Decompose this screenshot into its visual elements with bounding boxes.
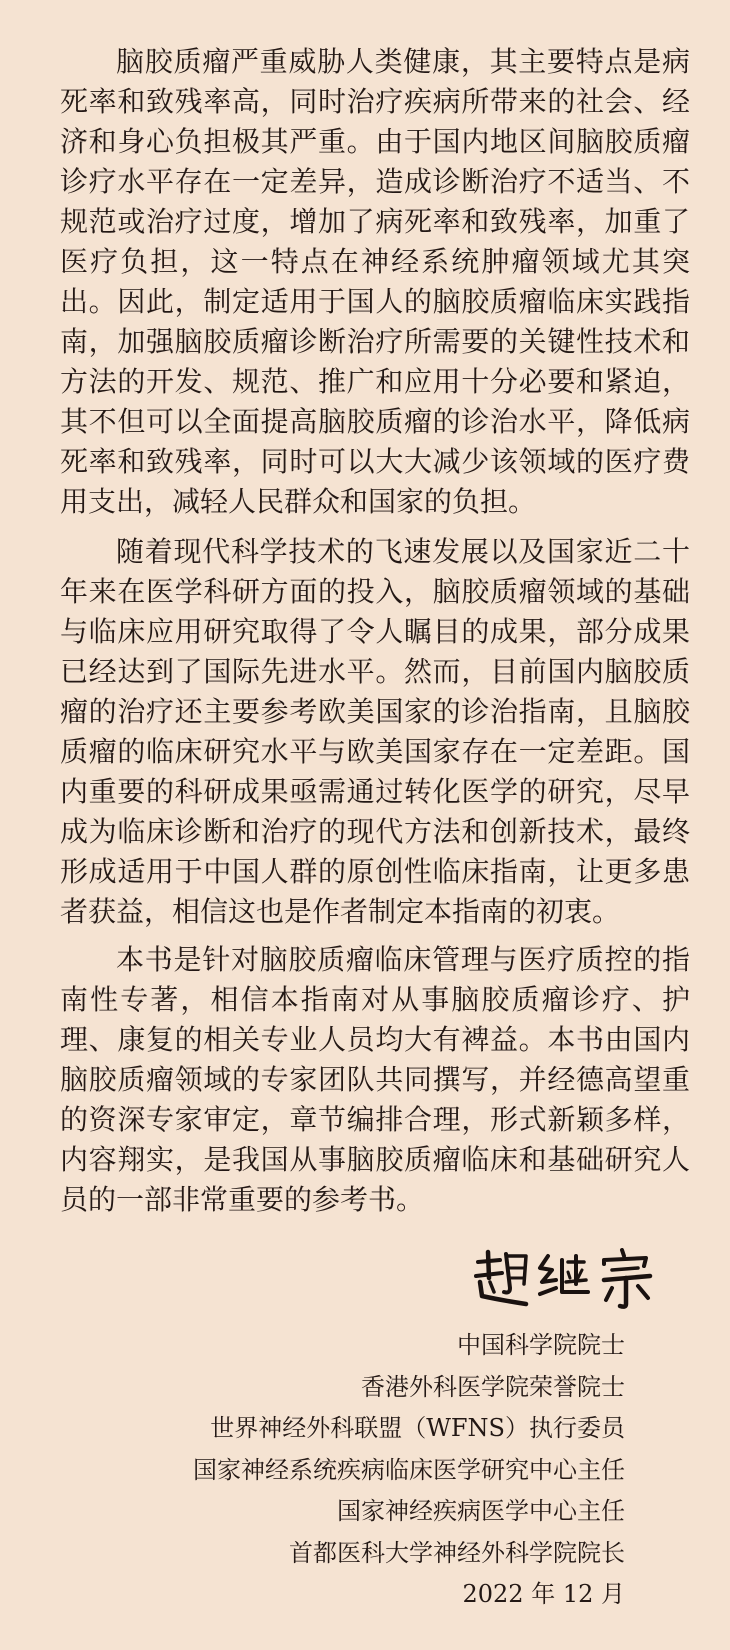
credential-line: 中国科学院院士 [457, 1331, 625, 1359]
author-credentials [193, 1325, 625, 1616]
credential-line: 香港外科医学院荣誉院士 [361, 1372, 625, 1401]
credential-line: 国家神经疾病医学中心主任 [337, 1497, 625, 1525]
handwritten-signature [470, 1248, 670, 1312]
signature-calligraphy [470, 1248, 670, 1312]
preface-paragraph-3: 本书是针对脑胶质瘤临床管理与医疗质控的指南性专著，相信本指南对从事脑胶质瘤诊疗、护理、康复的相关专业人员均大有裨益。本书由国内脑胶质瘤领域的专家团队共同撰写，并经德高望重的资深专家审定，章节编排合理，形式新颖多样，内容翔实，是我国从事脑胶质瘤临床和基础研究人员的一部非常重要的参考书。 [60, 943, 690, 1216]
preface-paragraph-2: 随着现代科学技术的飞速发展以及国家近二十年来在医学科研方面的投入，脑胶质瘤领域的基础与临床应用研究取得了令人瞩目的成果，部分成果已经达到了国际先进水平。然而，目前国内脑胶质瘤的治疗还主要参考欧美国家的诊治指南，且脑胶质瘤的临床研究水平与欧美国家存在一定差距。国内重要的科研成果亟需通过转化医学的研究，尽早成为临床诊断和治疗的现代方法和创新技术，最终形成适用于中国人群的原创性临床指南，让更多患者获益，相信这也是作者制定本指南的初衷。 [60, 535, 690, 928]
credential-line: 首都医科大学神经外科学院院长 [289, 1538, 625, 1567]
preface-date: 2022 年 12 月 [462, 1580, 625, 1608]
credential-line: 国家神经系统疾病临床医学研究中心主任 [193, 1455, 625, 1484]
preface-paragraph-1: 脑胶质瘤严重威胁人类健康，其主要特点是病死率和致残率高，同时治疗疾病所带来的社会、经济和身心负担极其严重。由于国内地区间脑胶质瘤诊疗水平存在一定差异，造成诊断治疗不适当、不规范或治疗过度，增加了病死率和致残率，加重了医疗负担，这一特点在神经系统肿瘤领域尤其突出。因此，制定适用于国人的脑胶质瘤临床实践指南，加强脑胶质瘤诊断治疗所需要的关键性技术和方法的开发、规范、推广和应用十分必要和紧迫，其不但可以全面提高脑胶质瘤的诊治水平，降低病死率和致残率，同时可以大大减少该领域的医疗费用支出，减轻人民群众和国家的负担。 [60, 45, 690, 518]
credential-line: 世界神经外科联盟（WFNS）执行委员 [210, 1414, 625, 1442]
